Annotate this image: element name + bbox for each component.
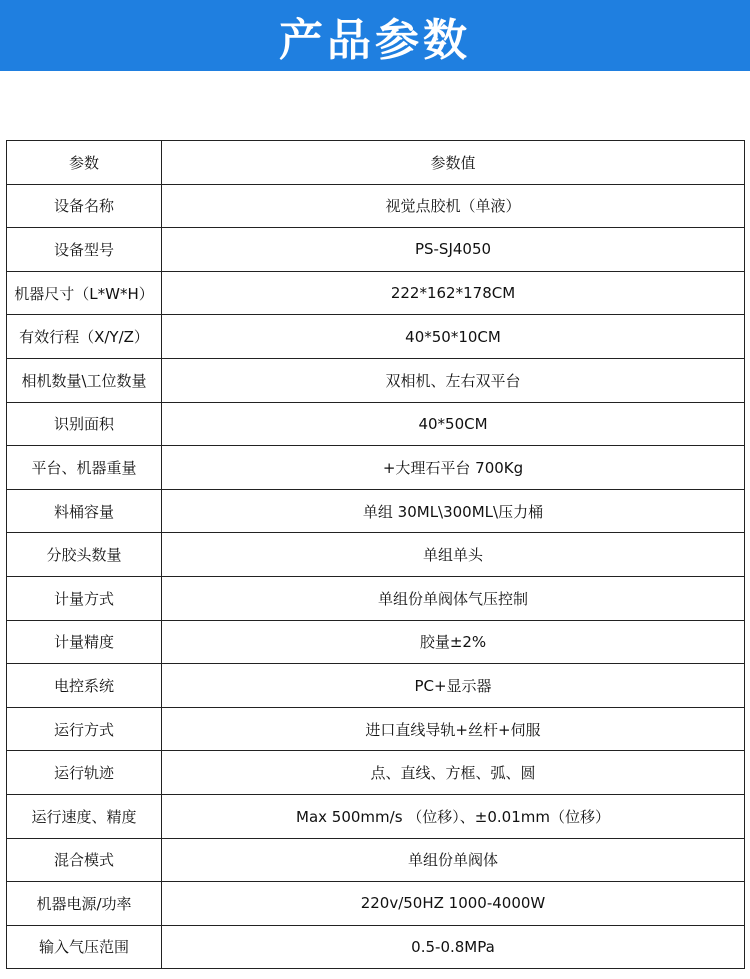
param-name-cell: 电控系统 xyxy=(7,664,162,708)
table-row xyxy=(7,751,745,795)
param-value-cell: 点、直线、方框、弧、圆 xyxy=(162,751,745,795)
table-row xyxy=(7,620,745,664)
table-row xyxy=(7,358,745,402)
param-value-cell: 单组单头 xyxy=(162,533,745,577)
table-row xyxy=(7,315,745,359)
table-row xyxy=(7,228,745,272)
param-name-cell: 识别面积 xyxy=(7,402,162,446)
param-name-cell: 平台、机器重量 xyxy=(7,446,162,490)
param-value-cell: 单组份单阀体气压控制 xyxy=(162,576,745,620)
param-name-cell: 输入气压范围 xyxy=(7,925,162,969)
param-name-cell: 有效行程（X/Y/Z） xyxy=(7,315,162,359)
param-value-cell: 40*50CM xyxy=(162,402,745,446)
param-value-cell: PC+显示器 xyxy=(162,664,745,708)
table-header-row xyxy=(7,141,745,185)
table-row xyxy=(7,707,745,751)
table-row xyxy=(7,794,745,838)
param-value-cell: 222*162*178CM xyxy=(162,271,745,315)
param-value-cell: +大理石平台 700Kg xyxy=(162,446,745,490)
table-row xyxy=(7,446,745,490)
table-row xyxy=(7,925,745,969)
param-value-cell: 胶量±2% xyxy=(162,620,745,664)
page-title: 产品参数 xyxy=(279,14,471,66)
table-row xyxy=(7,664,745,708)
param-name-cell: 计量精度 xyxy=(7,620,162,664)
table-row xyxy=(7,184,745,228)
param-value-cell: 0.5-0.8MPa xyxy=(162,925,745,969)
param-value-cell: 220v/50HZ 1000-4000W xyxy=(162,882,745,926)
table-row xyxy=(7,402,745,446)
param-value-cell: 双相机、左右双平台 xyxy=(162,358,745,402)
param-value-cell: 40*50*10CM xyxy=(162,315,745,359)
param-value-cell: 单组份单阀体 xyxy=(162,838,745,882)
title-banner xyxy=(0,0,750,71)
header-param: 参数 xyxy=(7,141,162,185)
param-name-cell: 运行轨迹 xyxy=(7,751,162,795)
param-name-cell: 混合模式 xyxy=(7,838,162,882)
param-value-cell: PS-SJ4050 xyxy=(162,228,745,272)
table-row xyxy=(7,838,745,882)
spec-table xyxy=(6,140,745,969)
table-row xyxy=(7,576,745,620)
param-value-cell: 单组 30ML\300ML\压力桶 xyxy=(162,489,745,533)
param-name-cell: 分胶头数量 xyxy=(7,533,162,577)
param-name-cell: 设备名称 xyxy=(7,184,162,228)
table-row xyxy=(7,489,745,533)
param-value-cell: 进口直线导轨+丝杆+伺服 xyxy=(162,707,745,751)
param-name-cell: 料桶容量 xyxy=(7,489,162,533)
table-row xyxy=(7,533,745,577)
param-name-cell: 机器电源/功率 xyxy=(7,882,162,926)
table-row xyxy=(7,882,745,926)
param-name-cell: 计量方式 xyxy=(7,576,162,620)
param-name-cell: 运行方式 xyxy=(7,707,162,751)
param-name-cell: 机器尺寸（L*W*H） xyxy=(7,271,162,315)
header-value: 参数值 xyxy=(162,141,745,185)
param-value-cell: 视觉点胶机（单液） xyxy=(162,184,745,228)
param-value-cell: Max 500mm/s （位移）、±0.01mm（位移） xyxy=(162,794,745,838)
param-name-cell: 相机数量\工位数量 xyxy=(7,358,162,402)
param-name-cell: 设备型号 xyxy=(7,228,162,272)
param-name-cell: 运行速度、精度 xyxy=(7,794,162,838)
table-row xyxy=(7,271,745,315)
spec-table-body xyxy=(7,141,745,969)
